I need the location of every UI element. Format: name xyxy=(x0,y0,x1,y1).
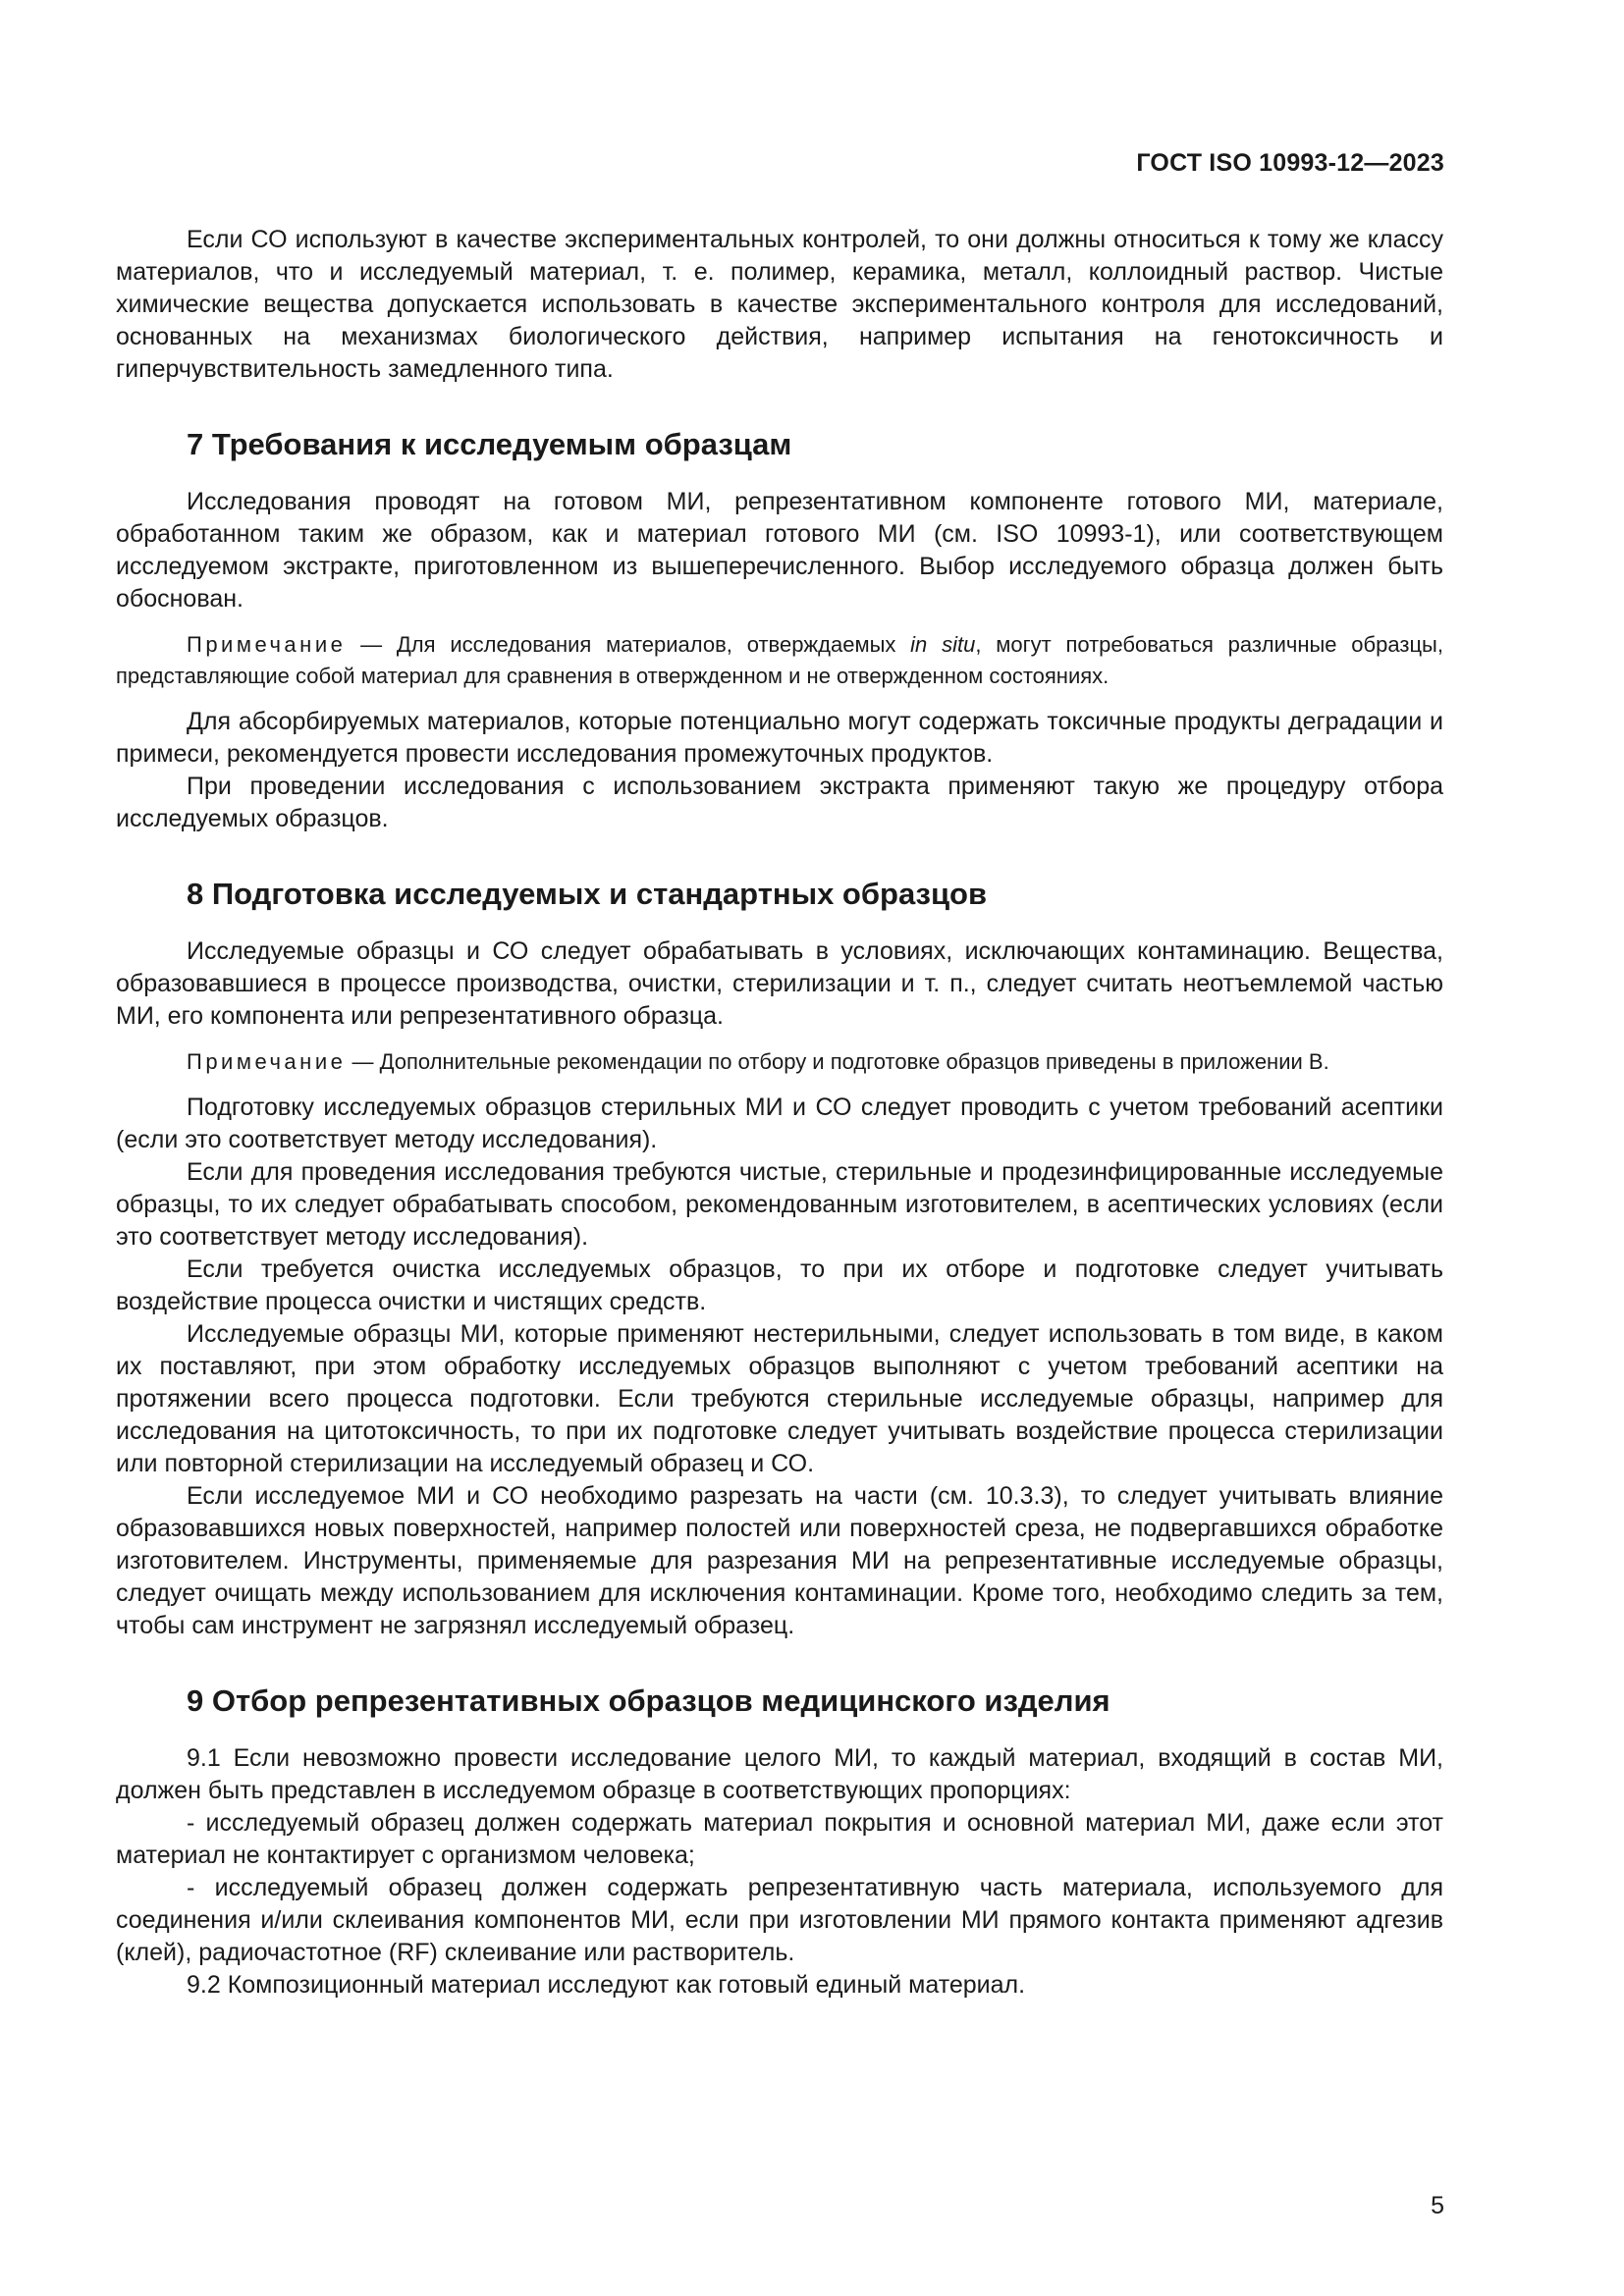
note-text: — Дополнительные рекомендации по отбору и подготовке образцов приведены в приложении В. xyxy=(346,1049,1329,1074)
section-8-paragraph-2: Подготовку исследуемых образцов стерильных МИ и СО следует проводить с учетом требований асептики (если это соответствует методу исследования). xyxy=(116,1094,1443,1153)
page-content xyxy=(116,224,1443,2002)
section-8-paragraph-1: Исследуемые образцы и СО следует обрабатывать в условиях, исключающих контаминацию. Вещества, образовавшиеся в процессе производства, очистки, стерилизации и т. п., следует считать неотъемлемой частью МИ, его компонента или репрезентативного образца. xyxy=(116,937,1443,1030)
page-number: 5 xyxy=(1431,2192,1444,2219)
section-8-paragraph-6: Если исследуемое МИ и СО необходимо разрезать на части (см. 10.3.3), то следует учитывать влияние образовавшихся новых поверхностей, например полостей или поверхностей среза, не подвергавшихся обработке изготовителем. Инструменты, применяемые для разрезания МИ на репрезентативные исследуемые образцы, следует очищать между использованием для исключения контаминации. Кроме того, необходимо следить за тем, чтобы сам инструмент не загрязнял исследуемый образец. xyxy=(116,1482,1443,1639)
note-text-part-b: , могут потребоваться различные образцы, представляющие собой материал для сравнения в отвержденном и не отвержденном состояниях. xyxy=(116,632,1443,688)
section-8-paragraph-3: Если для проведения исследования требуются чистые, стерильные и продезинфицированные исследуемые образцы, то их следует обрабатывать способом, рекомендованным изготовителем, в асептических условиях (если это соответствует методу исследования). xyxy=(116,1158,1443,1251)
list-item: - исследуемый образец должен содержать материал покрытия и основной материал МИ, даже если этот материал не контактирует с организмом человека; xyxy=(116,1809,1443,1869)
note-label: Примечание xyxy=(187,632,347,657)
section-7-paragraph-1: Исследования проводят на готовом МИ, репрезентативном компоненте готового МИ, материале, обработанном таким же образом, как и материал готового МИ (см. ISO 10993-1), или соответствующем исследуемом экстракте, приготовленном из вышеперечисленного. Выбор исследуемого образца должен быть обоснован. xyxy=(116,488,1443,613)
intro-paragraph: Если СО используют в качестве экспериментальных контролей, то они должны относиться к тому же классу материалов, что и исследуемый материал, т. е. полимер, керамика, металл, коллоидный раствор. Чистые химические вещества допускается использовать в качестве экспериментального контроля для исследований, основанных на механизмах биологического действия, например испытания на генотоксичность и гиперчувствительность замедленного типа. xyxy=(116,226,1443,383)
section-8-paragraph-5: Исследуемые образцы МИ, которые применяют нестерильными, следует использовать в том виде, в каком их поставляют, при этом обработку исследуемых образцов выполняют с учетом требований асептики на протяжении всего процесса подготовки. Если требуются стерильные исследуемые образцы, например для исследования на цитотоксичность, то при их подготовке следует учитывать воздействие процесса стерилизации или повторной стерилизации на исследуемый образец и СО. xyxy=(116,1320,1443,1477)
section-7-paragraph-3: При проведении исследования с использованием экстракта применяют такую же процедуру отбора исследуемых образцов. xyxy=(116,773,1443,832)
section-8-note xyxy=(116,1046,1443,1078)
note-italic-term: in situ xyxy=(910,632,976,657)
list-item: - исследуемый образец должен содержать репрезентативную часть материала, используемого для соединения и/или склеивания компонентов МИ, если при изготовлении МИ прямого контакта применяют адгезив (клей), радиочастотное (RF) склеивание или растворитель. xyxy=(116,1874,1443,1966)
note-text-part-a: — Для исследования материалов, отверждаемых xyxy=(346,632,911,657)
note-label: Примечание xyxy=(187,1049,347,1074)
section-8-heading: 8 Подготовка исследуемых и стандартных образцов xyxy=(187,877,988,911)
section-8-paragraph-4: Если требуется очистка исследуемых образцов, то при их отборе и подготовке следует учитывать воздействие процесса очистки и чистящих средств. xyxy=(116,1255,1443,1315)
clause-9-1: 9.1 Если невозможно провести исследование целого МИ, то каждый материал, входящий в состав МИ, должен быть представлен в исследуемом образце в соответствующих пропорциях: xyxy=(116,1744,1443,1804)
section-9-heading: 9 Отбор репрезентативных образцов медицинского изделия xyxy=(187,1683,1110,1718)
clause-9-2: 9.2 Композиционный материал исследуют как готовый единый материал. xyxy=(187,1971,1026,1999)
document-header: ГОСТ ISO 10993-12—2023 xyxy=(1136,149,1444,177)
section-7-heading: 7 Требования к исследуемым образцам xyxy=(187,427,792,461)
section-7-note xyxy=(116,629,1443,692)
section-7-paragraph-2: Для абсорбируемых материалов, которые потенциально могут содержать токсичные продукты деградации и примеси, рекомендуется провести исследования промежуточных продуктов. xyxy=(116,708,1443,768)
